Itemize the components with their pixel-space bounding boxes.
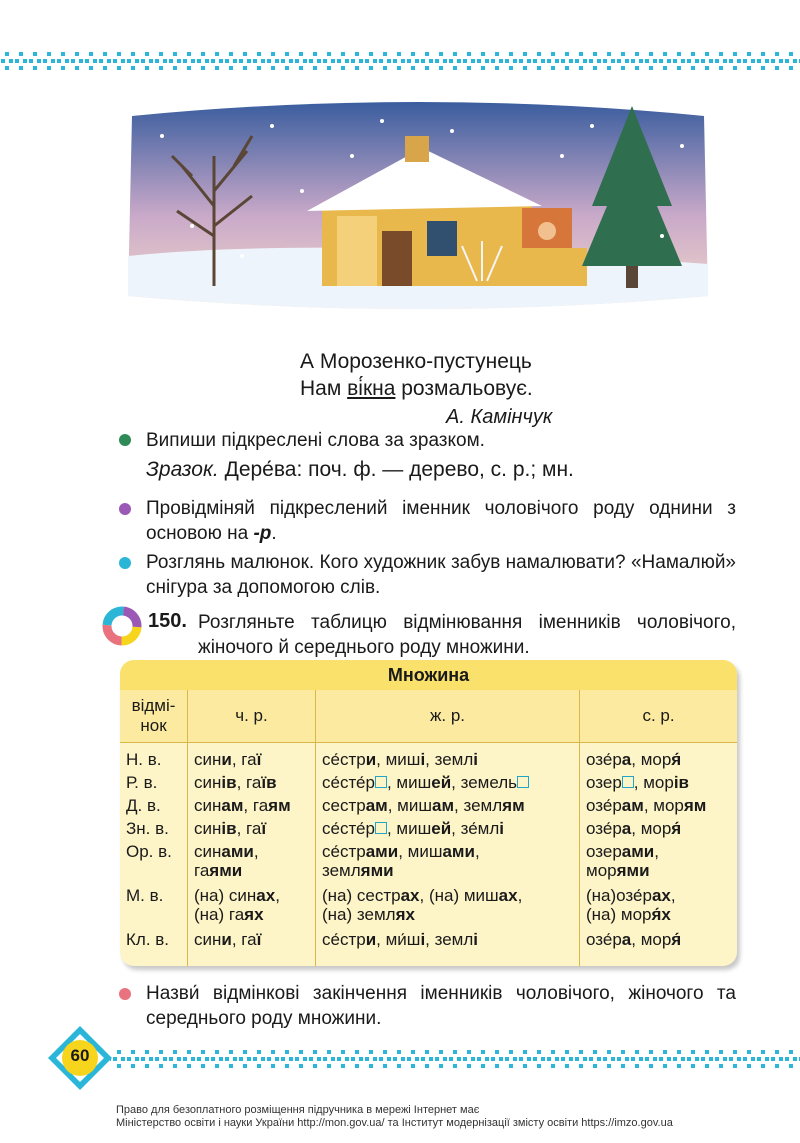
header-masc: ч. р. (188, 690, 315, 742)
footer-line-1: Право для безоплатного розміщення підручника в мережі Інтернет має (116, 1104, 480, 1116)
task-2 (146, 496, 736, 546)
fem-cell: (на) сестрах, (на) мишах, (322, 886, 523, 905)
footer (116, 1104, 673, 1130)
ending: ів (221, 819, 237, 838)
sample-text: Дере́ва: поч. ф. — дерево, с. р.; мн. (224, 458, 574, 481)
task-2-emphasis: -р (253, 523, 272, 544)
ending: і (499, 819, 505, 838)
ending: ам (621, 796, 644, 815)
case-label: Ор. в. (126, 842, 172, 861)
zero-ending-box-icon (375, 822, 387, 834)
ending: ям (268, 796, 291, 815)
ending: ей (431, 819, 452, 838)
ending: ами (621, 842, 655, 861)
masc-cell: сини, гаї (194, 930, 262, 949)
ending: я́ (671, 819, 682, 838)
exercise-number: 150. (148, 610, 187, 632)
ending: ї (256, 750, 262, 769)
top-ornament-border (0, 50, 800, 72)
ending: і (420, 930, 426, 949)
masc-cell: синами, (194, 842, 259, 861)
ending: ів (221, 773, 237, 792)
footer-line-2: Міністерство освіти і науки України http://mon.gov.ua/ та Інститут модернізації змісту освіти https://imzo.gov.ua (116, 1117, 673, 1129)
pink-bullet-icon (119, 988, 131, 1000)
green-bullet-icon (119, 434, 131, 446)
case-label: Р. в. (126, 773, 158, 792)
col-divider (187, 690, 188, 966)
fem-cell: се́стри, ми́ші, землі (322, 930, 479, 949)
table-title: Множина (120, 660, 737, 690)
neut-cell: озе́ра, моря́ (586, 930, 682, 949)
ending: и (365, 930, 377, 949)
ending: а (621, 930, 632, 949)
ending: і (420, 750, 426, 769)
ending: їв (261, 773, 277, 792)
case-header (120, 690, 187, 742)
ending: ям (502, 796, 525, 815)
ending: ям (683, 796, 707, 815)
masc-cell: сини, гаї (194, 750, 262, 769)
ending: ам (432, 796, 455, 815)
ending: ях (395, 905, 415, 924)
neut-cell: озе́рам, морям (586, 796, 707, 815)
ending: і (473, 750, 479, 769)
exercise-text: Розгляньте таблицю відмінювання іменників чоловічого, жіночого й середнього роду множини. (198, 612, 736, 658)
neut-cell: (на) моря́х (586, 905, 671, 924)
masc-cell: синів, гаї (194, 819, 267, 838)
ending: ами (365, 842, 399, 861)
task-3: Розглянь малюнок. Кого художник забув намалювати? «Намалюй» снігура за допомогою слів. (146, 552, 736, 598)
neut-cell: озер , морів (586, 773, 690, 792)
neut-cell: озе́ра, моря́ (586, 750, 682, 769)
sample-label: Зразок. (146, 458, 219, 481)
zero-ending-box-icon (622, 776, 634, 788)
task-4: Назви́ відмінкові закінчення іменників чоловічого, жіночого та середнього роду множини. (146, 983, 736, 1029)
fem-cell: се́сте́р , мишей, зе́млі (322, 819, 505, 838)
fem-cell: се́сте́р , мишей, земель (322, 773, 529, 793)
masc-cell: синам, гаям (194, 796, 291, 815)
sample (146, 458, 574, 482)
case-header-line-1: відмі- (131, 696, 176, 715)
poem-line-2-start: Нам (300, 377, 348, 400)
ending: я́ (671, 750, 682, 769)
case-label: Зн. в. (126, 819, 169, 838)
purple-bullet-icon (119, 503, 131, 515)
winter-house-illustration (122, 96, 714, 314)
ending: ями (209, 861, 243, 880)
task-1: Випиши підкреслені слова за зразком. (146, 430, 485, 451)
poem-author: А. Камінчук (446, 406, 553, 428)
ending: ями (616, 861, 650, 880)
case-label: Кл. в. (126, 930, 170, 949)
underlined-word: ві́кна (347, 377, 396, 400)
ending: ями (360, 861, 394, 880)
ending: ам (221, 796, 244, 815)
page-number: 60 (70, 1046, 90, 1065)
col-divider (579, 690, 580, 966)
ending: ами (221, 842, 254, 861)
ending: ах (400, 886, 420, 905)
blue-bullet-icon (119, 557, 131, 569)
neut-cell: морями (586, 861, 650, 880)
header-fem: ж. р. (316, 690, 579, 742)
ending: я́х (651, 905, 671, 924)
ending: ах (651, 886, 671, 905)
ending: ях (244, 905, 264, 924)
masc-cell: гаями (194, 861, 243, 880)
poem (300, 348, 600, 402)
task-2-text: Провідміняй підкреслений іменник чоловічого роду однини з основою на (146, 498, 736, 544)
fem-cell: сестрам, мишам, землям (322, 796, 525, 815)
fem-cell: се́страми, мишами, (322, 842, 480, 861)
bottom-ornament-border (0, 1048, 800, 1072)
case-header-line-2: нок (140, 716, 167, 735)
fem-cell: (на) землях (322, 905, 415, 924)
zero-ending-box-icon (375, 776, 387, 788)
zero-ending-box-icon (517, 776, 529, 788)
neut-cell: озерами, (586, 842, 659, 861)
fem-cell: землями (322, 861, 394, 880)
ending: ів (673, 773, 690, 792)
header-neut: с. р. (580, 690, 737, 742)
ending: ї (256, 930, 262, 949)
ending: и (221, 930, 232, 949)
case-label: М. в. (126, 886, 164, 905)
masc-cell: синів, гаїв (194, 773, 277, 792)
ending: ї (261, 819, 267, 838)
col-divider (315, 690, 316, 966)
declension-table (120, 660, 737, 966)
ending: ами (442, 842, 475, 861)
ending: я́ (671, 930, 682, 949)
poem-line-2 (300, 375, 600, 402)
masc-cell: (на) гаях (194, 905, 264, 924)
ending: ах (498, 886, 518, 905)
case-label: Н. в. (126, 750, 162, 769)
ending: а (621, 819, 632, 838)
masc-cell: (на) синах, (194, 886, 280, 905)
ending: а (621, 750, 632, 769)
neut-cell: озе́ра, моря́ (586, 819, 682, 838)
ending: ах (256, 886, 276, 905)
ending: і (473, 930, 479, 949)
poem-line-2-end: розмальовує. (395, 377, 533, 400)
exercise-ring-icon (102, 606, 142, 646)
task-2-end: . (271, 523, 277, 544)
fem-cell: се́стри, миші, землі (322, 750, 479, 769)
case-label: Д. в. (126, 796, 161, 815)
ending: ам (365, 796, 388, 815)
ending: и (365, 750, 377, 769)
ending: и (221, 750, 232, 769)
poem-line-1: А Морозенко-пустунець (300, 350, 532, 373)
neut-cell: (на)озе́рах, (586, 886, 676, 905)
ending: ей (431, 773, 452, 792)
header-divider (120, 742, 737, 743)
